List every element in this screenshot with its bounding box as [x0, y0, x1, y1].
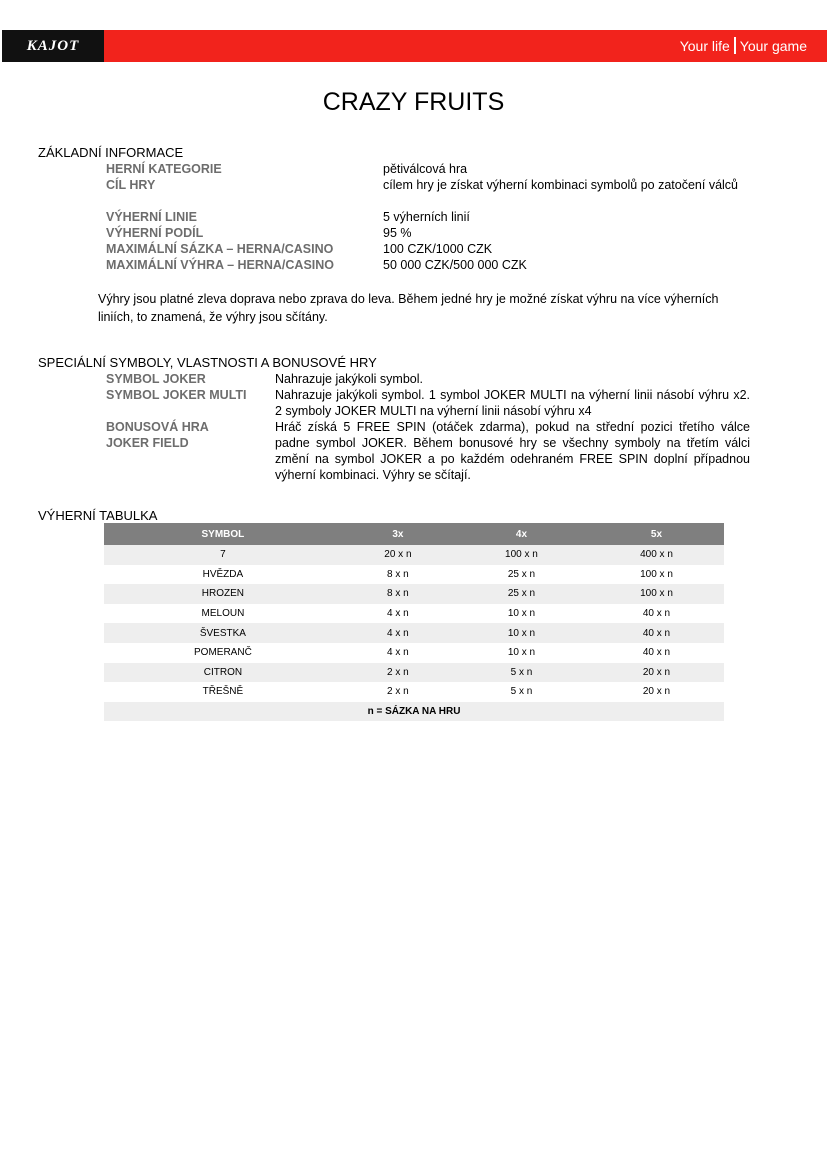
footer-note: n = SÁZKA NA HRU	[104, 702, 724, 722]
table-cell: 8 x n	[342, 584, 454, 604]
table-cell: MELOUN	[201, 608, 245, 620]
slogan	[680, 30, 807, 62]
page-title: CRAZY FRUITS	[322, 88, 505, 116]
table-cell: 2 x n	[342, 663, 454, 683]
divider	[734, 37, 736, 54]
table-row	[104, 565, 724, 585]
special-label: SYMBOL JOKER	[106, 372, 206, 386]
table-cell: POMERANČ	[194, 647, 252, 659]
info-label: VÝHERNÍ PODÍL	[106, 226, 204, 240]
table-cell: 10 x n	[454, 623, 589, 643]
table-cell: HROZEN	[104, 584, 342, 604]
column-header: 4x	[454, 523, 589, 545]
column-header: SYMBOL	[104, 523, 342, 545]
table-cell: 400 x n	[589, 545, 724, 565]
info-value: pětiválcová hra	[383, 162, 468, 176]
table-cell: 40 x n	[642, 647, 671, 659]
table-row	[104, 682, 724, 702]
table-cell: 40 x n	[589, 623, 724, 643]
basic-heading: ZÁKLADNÍ INFORMACE	[38, 145, 184, 160]
table-cell: CITRON	[104, 663, 342, 683]
table-cell: ŠVESTKA	[104, 623, 342, 643]
table-cell: 20 x n	[642, 686, 671, 698]
table-cell: HVĚZDA	[202, 568, 244, 580]
info-value: 100 CZK/1000 CZK	[383, 242, 493, 256]
table-cell: 20 x n	[342, 545, 454, 565]
table-footer	[104, 702, 724, 722]
table-cell: 100 x n	[454, 545, 589, 565]
paytable	[104, 523, 724, 721]
table-cell: 2 x n	[387, 686, 409, 698]
table-cell: 5 x n	[454, 663, 589, 683]
info-label: MAXIMÁLNÍ VÝHRA – HERNA/CASINO	[106, 258, 335, 272]
table-cell: 8 x n	[387, 568, 409, 580]
info-value: cílem hry je získat výherní kombinaci symbolů po zatočení válců	[383, 178, 739, 192]
special-value: Nahrazuje jakýkoli symbol. 1 symbol JOKER MULTI na výherní linii násobí výhru x2. 2 symboly JOKER MULTI na výherní linii násobí výhru x4	[275, 388, 750, 418]
special-value: Hráč získá 5 FREE SPIN (otáček zdarma), pokud na střední pozici třetího válce padne symbol JOKER. Během bonusové hry se všechny symboly na třetím válci změní na symbol JOKER a po každém odehraném FREE SPIN doplní případnou výherní kombinaci. Výhry se sčítají.	[275, 420, 750, 482]
table-cell: 25 x n	[507, 568, 536, 580]
table-cell: TŘEŠNĚ	[202, 686, 244, 698]
info-value: 95 %	[383, 226, 412, 240]
table-row	[104, 584, 724, 604]
table-header	[104, 523, 724, 545]
slogan-right: Your game	[739, 38, 807, 54]
table-cell: 10 x n	[507, 608, 536, 620]
table-cell: 7	[104, 545, 342, 565]
table-row	[104, 663, 724, 683]
special-label: SYMBOL JOKER MULTI	[106, 388, 247, 402]
column-header: 3x	[342, 523, 454, 545]
info-value: 5 výherních linií	[383, 210, 470, 224]
table-cell: 5 x n	[510, 686, 533, 698]
table-row	[104, 545, 724, 565]
column-header: 5x	[589, 523, 724, 545]
special-label: BONUSOVÁ HRA JOKER FIELD	[106, 420, 209, 450]
table-cell: 25 x n	[454, 584, 589, 604]
info-label: CÍL HRY	[106, 178, 156, 192]
table-cell: 4 x n	[387, 608, 409, 620]
table-cell: 100 x n	[640, 568, 673, 580]
table-cell: 10 x n	[507, 647, 536, 659]
table-row	[104, 643, 724, 663]
special-value: Nahrazuje jakýkoli symbol.	[275, 372, 423, 386]
special-heading: SPECIÁLNÍ SYMBOLY, VLASTNOSTI A BONUSOVÉ HRY	[38, 355, 377, 370]
slogan-left: Your life	[679, 38, 730, 54]
paytable-heading: VÝHERNÍ TABULKA	[38, 508, 158, 523]
table-cell: 4 x n	[342, 623, 454, 643]
table-cell: 40 x n	[642, 608, 671, 620]
table-cell: 100 x n	[589, 584, 724, 604]
table-row	[104, 604, 724, 624]
table-row	[104, 623, 724, 643]
basic-note: Výhry jsou platné zleva doprava nebo zprava do leva. Během jedné hry je možné získat výhru na více výherních liniích, to znamená, že výhry jsou sčítány.	[98, 292, 719, 324]
kajot-logo: KAJOT	[2, 30, 104, 62]
info-label: VÝHERNÍ LINIE	[106, 210, 197, 224]
info-label: HERNÍ KATEGORIE	[106, 162, 222, 176]
table-cell: 20 x n	[589, 663, 724, 683]
info-label: MAXIMÁLNÍ SÁZKA – HERNA/CASINO	[106, 242, 334, 256]
table-cell: 4 x n	[387, 647, 409, 659]
info-value: 50 000 CZK/500 000 CZK	[383, 258, 527, 272]
header-banner	[2, 30, 827, 62]
